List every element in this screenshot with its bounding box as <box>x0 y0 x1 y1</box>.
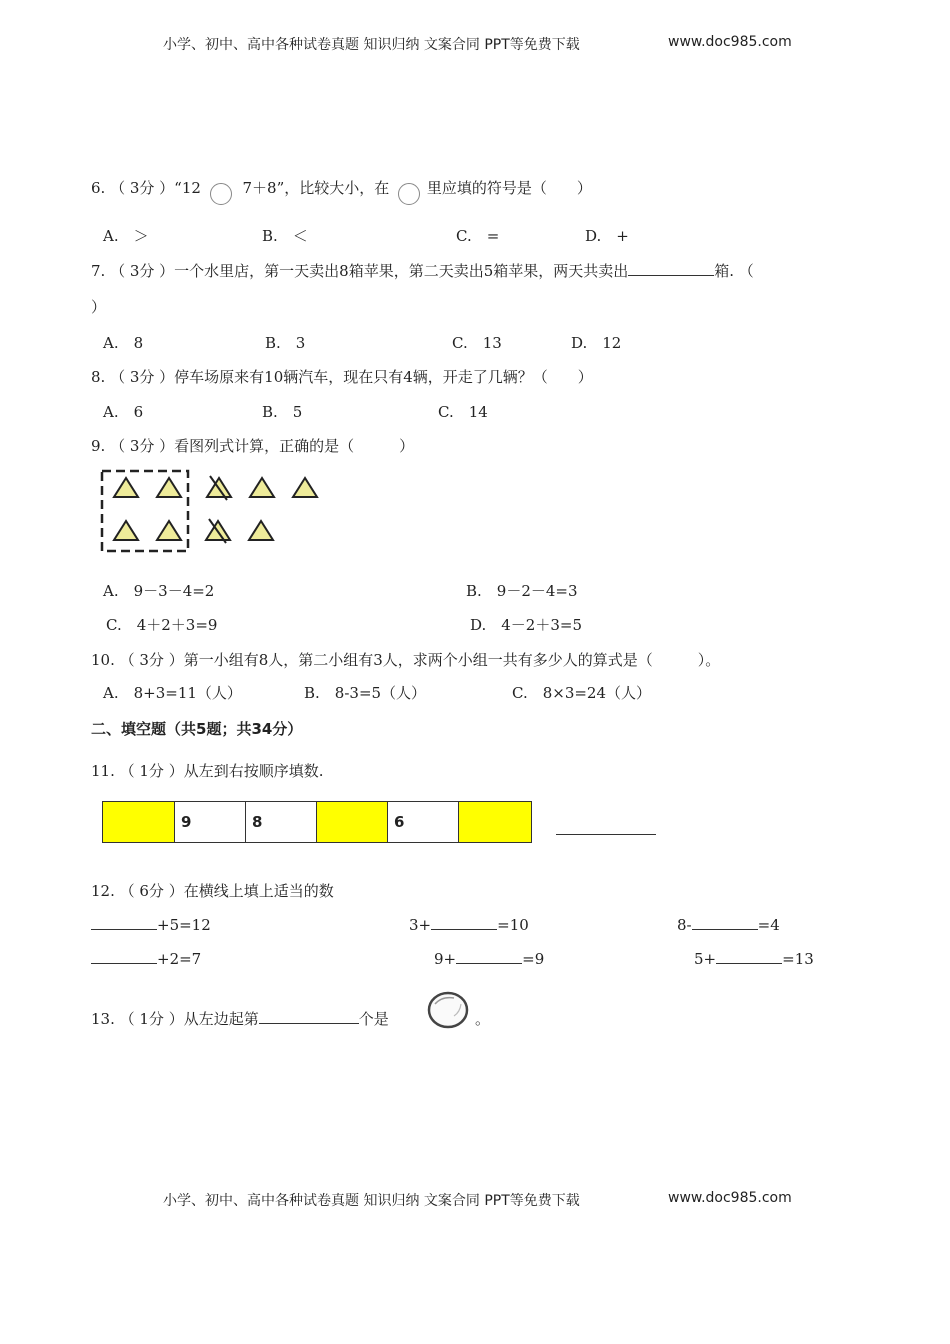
q7-option-b[interactable]: B. 3 <box>265 334 306 352</box>
answer-blank[interactable] <box>91 949 157 964</box>
triangle-icon <box>114 521 138 540</box>
q11-answer-blank[interactable] <box>556 820 656 839</box>
crossed-triangle-icon <box>206 519 230 543</box>
sequence-cell-blank[interactable] <box>459 802 531 842</box>
q12-eq-text: +5=12 <box>157 916 211 934</box>
q10-option-a[interactable]: A. 8+3=11（人） <box>103 684 242 702</box>
q9-option-a[interactable]: A. 9－3－4=2 <box>103 582 215 600</box>
q7-option-d[interactable]: D. 12 <box>571 334 622 352</box>
footer-url[interactable]: www.doc985.com <box>668 1190 792 1206</box>
q6-option-a[interactable]: A. ＞ <box>103 227 149 245</box>
q12-eq-text: =9 <box>522 950 545 968</box>
q6-stem-c: 里应填的符号是（ ） <box>426 179 592 197</box>
triangle-icon <box>157 521 181 540</box>
triangle-figure <box>96 465 336 560</box>
question-13-stem <box>91 1008 389 1029</box>
q13-end: 。 <box>475 1010 491 1028</box>
sequence-cell-blank[interactable] <box>317 802 388 842</box>
answer-blank[interactable] <box>456 949 522 964</box>
q6-stem-a: 6. （ 3分 ）“12 <box>91 179 201 197</box>
triangle-icon <box>157 478 181 497</box>
question-8-stem: 8. （ 3分 ）停车场原来有10辆汽车，现在只有4辆，开走了几辆？（ ） <box>91 368 593 386</box>
question-6-stem <box>91 177 592 205</box>
sequence-cell: 6 <box>388 802 459 842</box>
q8-option-a[interactable]: A. 6 <box>103 403 144 421</box>
q12-eq-text: =10 <box>497 916 529 934</box>
answer-blank[interactable] <box>716 949 782 964</box>
triangle-icon <box>249 521 273 540</box>
q12-eq-text: 9+ <box>434 950 457 968</box>
q9-option-c[interactable]: C. 4＋2＋3=9 <box>106 616 218 634</box>
q12-eq-4 <box>91 949 201 968</box>
q7-option-a[interactable]: A. 8 <box>103 334 144 352</box>
header-text: 小学、初中、高中各种试卷真题 知识归纳 文案合同 PPT等免费下载 <box>163 37 580 53</box>
footer-text: 小学、初中、高中各种试卷真题 知识归纳 文案合同 PPT等免费下载 <box>163 1193 580 1209</box>
q7-option-c[interactable]: C. 13 <box>452 334 502 352</box>
q12-eq-6 <box>694 949 814 968</box>
ball-icon <box>426 990 470 1030</box>
sequence-cell: 9 <box>175 802 246 842</box>
q12-eq-text: 8- <box>677 916 692 934</box>
answer-blank[interactable] <box>91 915 157 930</box>
triangle-icon <box>114 478 138 497</box>
question-11-stem: 11. （ 1分 ）从左到右按顺序填数. <box>91 762 324 780</box>
triangle-icon <box>293 478 317 497</box>
q7-stem: 7. （ 3分 ）一个水里店，第一天卖出8箱苹果，第二天卖出5箱苹果，两天共卖出 <box>91 262 629 280</box>
q9-option-b[interactable]: B. 9－2－4=3 <box>466 582 578 600</box>
q8-option-b[interactable]: B. 5 <box>262 403 303 421</box>
q7-line2: ） <box>91 298 107 316</box>
q6-option-b[interactable]: B. ＜ <box>262 227 308 245</box>
q13-after-text: 个是 <box>358 1010 389 1028</box>
answer-blank[interactable] <box>692 915 758 930</box>
q12-eq-1 <box>91 915 211 934</box>
q12-eq-5 <box>434 949 544 968</box>
q6-option-d[interactable]: D. + <box>585 227 629 245</box>
question-10-stem: 10. （ 3分 ）第一小组有8人，第二小组有3人，求两个小组一共有多少人的算式是（ ）。 <box>91 651 721 669</box>
q12-eq-2 <box>409 915 529 934</box>
answer-blank[interactable] <box>431 915 497 930</box>
q9-option-d[interactable]: D. 4－2＋3=5 <box>470 616 583 634</box>
q13-stem-text: 13. （ 1分 ）从左边起第 <box>91 1010 259 1028</box>
triangle-icon <box>250 478 274 497</box>
sequence-cell: 8 <box>246 802 317 842</box>
q12-eq-text: =4 <box>757 916 780 934</box>
q12-eq-text: +2=7 <box>157 950 202 968</box>
q12-eq-text: =13 <box>782 950 814 968</box>
sequence-cell-blank[interactable] <box>103 802 175 842</box>
q12-eq-3 <box>677 915 780 934</box>
answer-blank[interactable] <box>259 1009 359 1024</box>
q6-stem-b: 7＋8”，比较大小，在 <box>242 179 390 197</box>
answer-blank[interactable] <box>628 261 714 276</box>
q10-option-b[interactable]: B. 8-3=5（人） <box>304 684 427 702</box>
q10-option-c[interactable]: C. 8×3=24（人） <box>512 684 652 702</box>
crossed-triangle-icon <box>207 476 231 500</box>
q6-option-c[interactable]: C. = <box>456 227 500 245</box>
circle-blank-icon <box>398 183 420 205</box>
number-sequence-strip <box>102 801 532 843</box>
question-9-stem: 9. （ 3分 ）看图列式计算，正确的是（ ） <box>91 437 415 455</box>
q12-eq-text: 5+ <box>694 950 717 968</box>
q7-after: 箱. （ <box>714 262 754 280</box>
circle-blank-icon <box>210 183 232 205</box>
header-url[interactable]: www.doc985.com <box>668 34 792 50</box>
question-12-stem: 12. （ 6分 ）在横线上填上适当的数 <box>91 882 334 900</box>
q12-eq-text: 3+ <box>409 916 432 934</box>
section-2-title: 二、填空题（共5题；共34分） <box>91 720 303 738</box>
question-7-stem <box>91 260 754 281</box>
q8-option-c[interactable]: C. 14 <box>438 403 488 421</box>
